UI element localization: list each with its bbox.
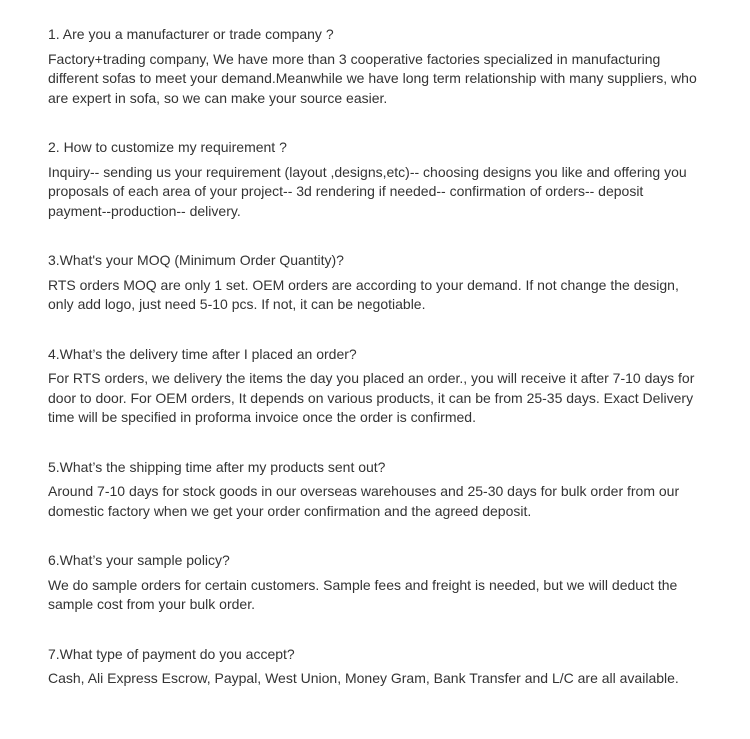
faq-item-7 <box>48 645 705 689</box>
faq-answer-4: For RTS orders, we delivery the items the day you placed an order., you will receive it after 7-10 days for door to door. For OEM orders, It depends on various products, it can be from 25-35 days. Exact Delivery time will be specified in proforma invoice once the order is confirmed. <box>48 370 695 425</box>
faq-question-7: 7.What type of payment do you accept? <box>48 645 295 662</box>
faq-item-3 <box>48 251 705 315</box>
faq-question-3: 3.What's your MOQ (Minimum Order Quantity)? <box>48 252 344 268</box>
faq-item-1 <box>48 25 705 108</box>
faq-item-5 <box>48 458 705 522</box>
faq-item-2 <box>48 138 705 221</box>
faq-item-6 <box>48 551 705 615</box>
faq-question-5: 5.What’s the shipping time after my products sent out? <box>48 458 386 475</box>
faq-answer-1: Factory+trading company, We have more than 3 cooperative factories specialized in manufacturing different sofas to meet your demand.Meanwhile we have long term relationship with many suppliers, who are expert in sofa, so we can make your source easier. <box>48 50 697 106</box>
faq-item-4 <box>48 345 705 428</box>
faq-question-6: 6.What’s your sample policy? <box>48 552 230 568</box>
faq-question-1: 1. Are you a manufacturer or trade company ? <box>48 26 334 42</box>
faq-answer-6: We do sample orders for certain customers. Sample fees and freight is needed, but we will deduct the sample cost from your bulk order. <box>48 576 678 612</box>
faq-question-2: 2. How to customize my requirement ? <box>48 139 287 155</box>
faq-answer-5: Around 7-10 days for stock goods in our overseas warehouses and 25-30 days for bulk order from our domestic factory when we get your order confirmation and the agreed deposit. <box>48 483 680 519</box>
faq-question-4: 4.What’s the delivery time after I placed an order? <box>48 345 357 362</box>
faq-answer-2: Inquiry-- sending us your requirement (layout ,designs,etc)-- choosing designs you like and offering you proposals of each area of your project-- 3d rendering if needed-- confirmation of orders-- deposit payment--production-- delivery. <box>48 163 687 219</box>
faq-answer-7: Cash, Ali Express Escrow, Paypal, West Union, Money Gram, Bank Transfer and L/C are all available. <box>48 670 679 686</box>
faq-answer-3: RTS orders MOQ are only 1 set. OEM orders are according to your demand. If not change the design, only add logo, just need 5-10 pcs. If not, it can be negotiable. <box>48 276 679 312</box>
